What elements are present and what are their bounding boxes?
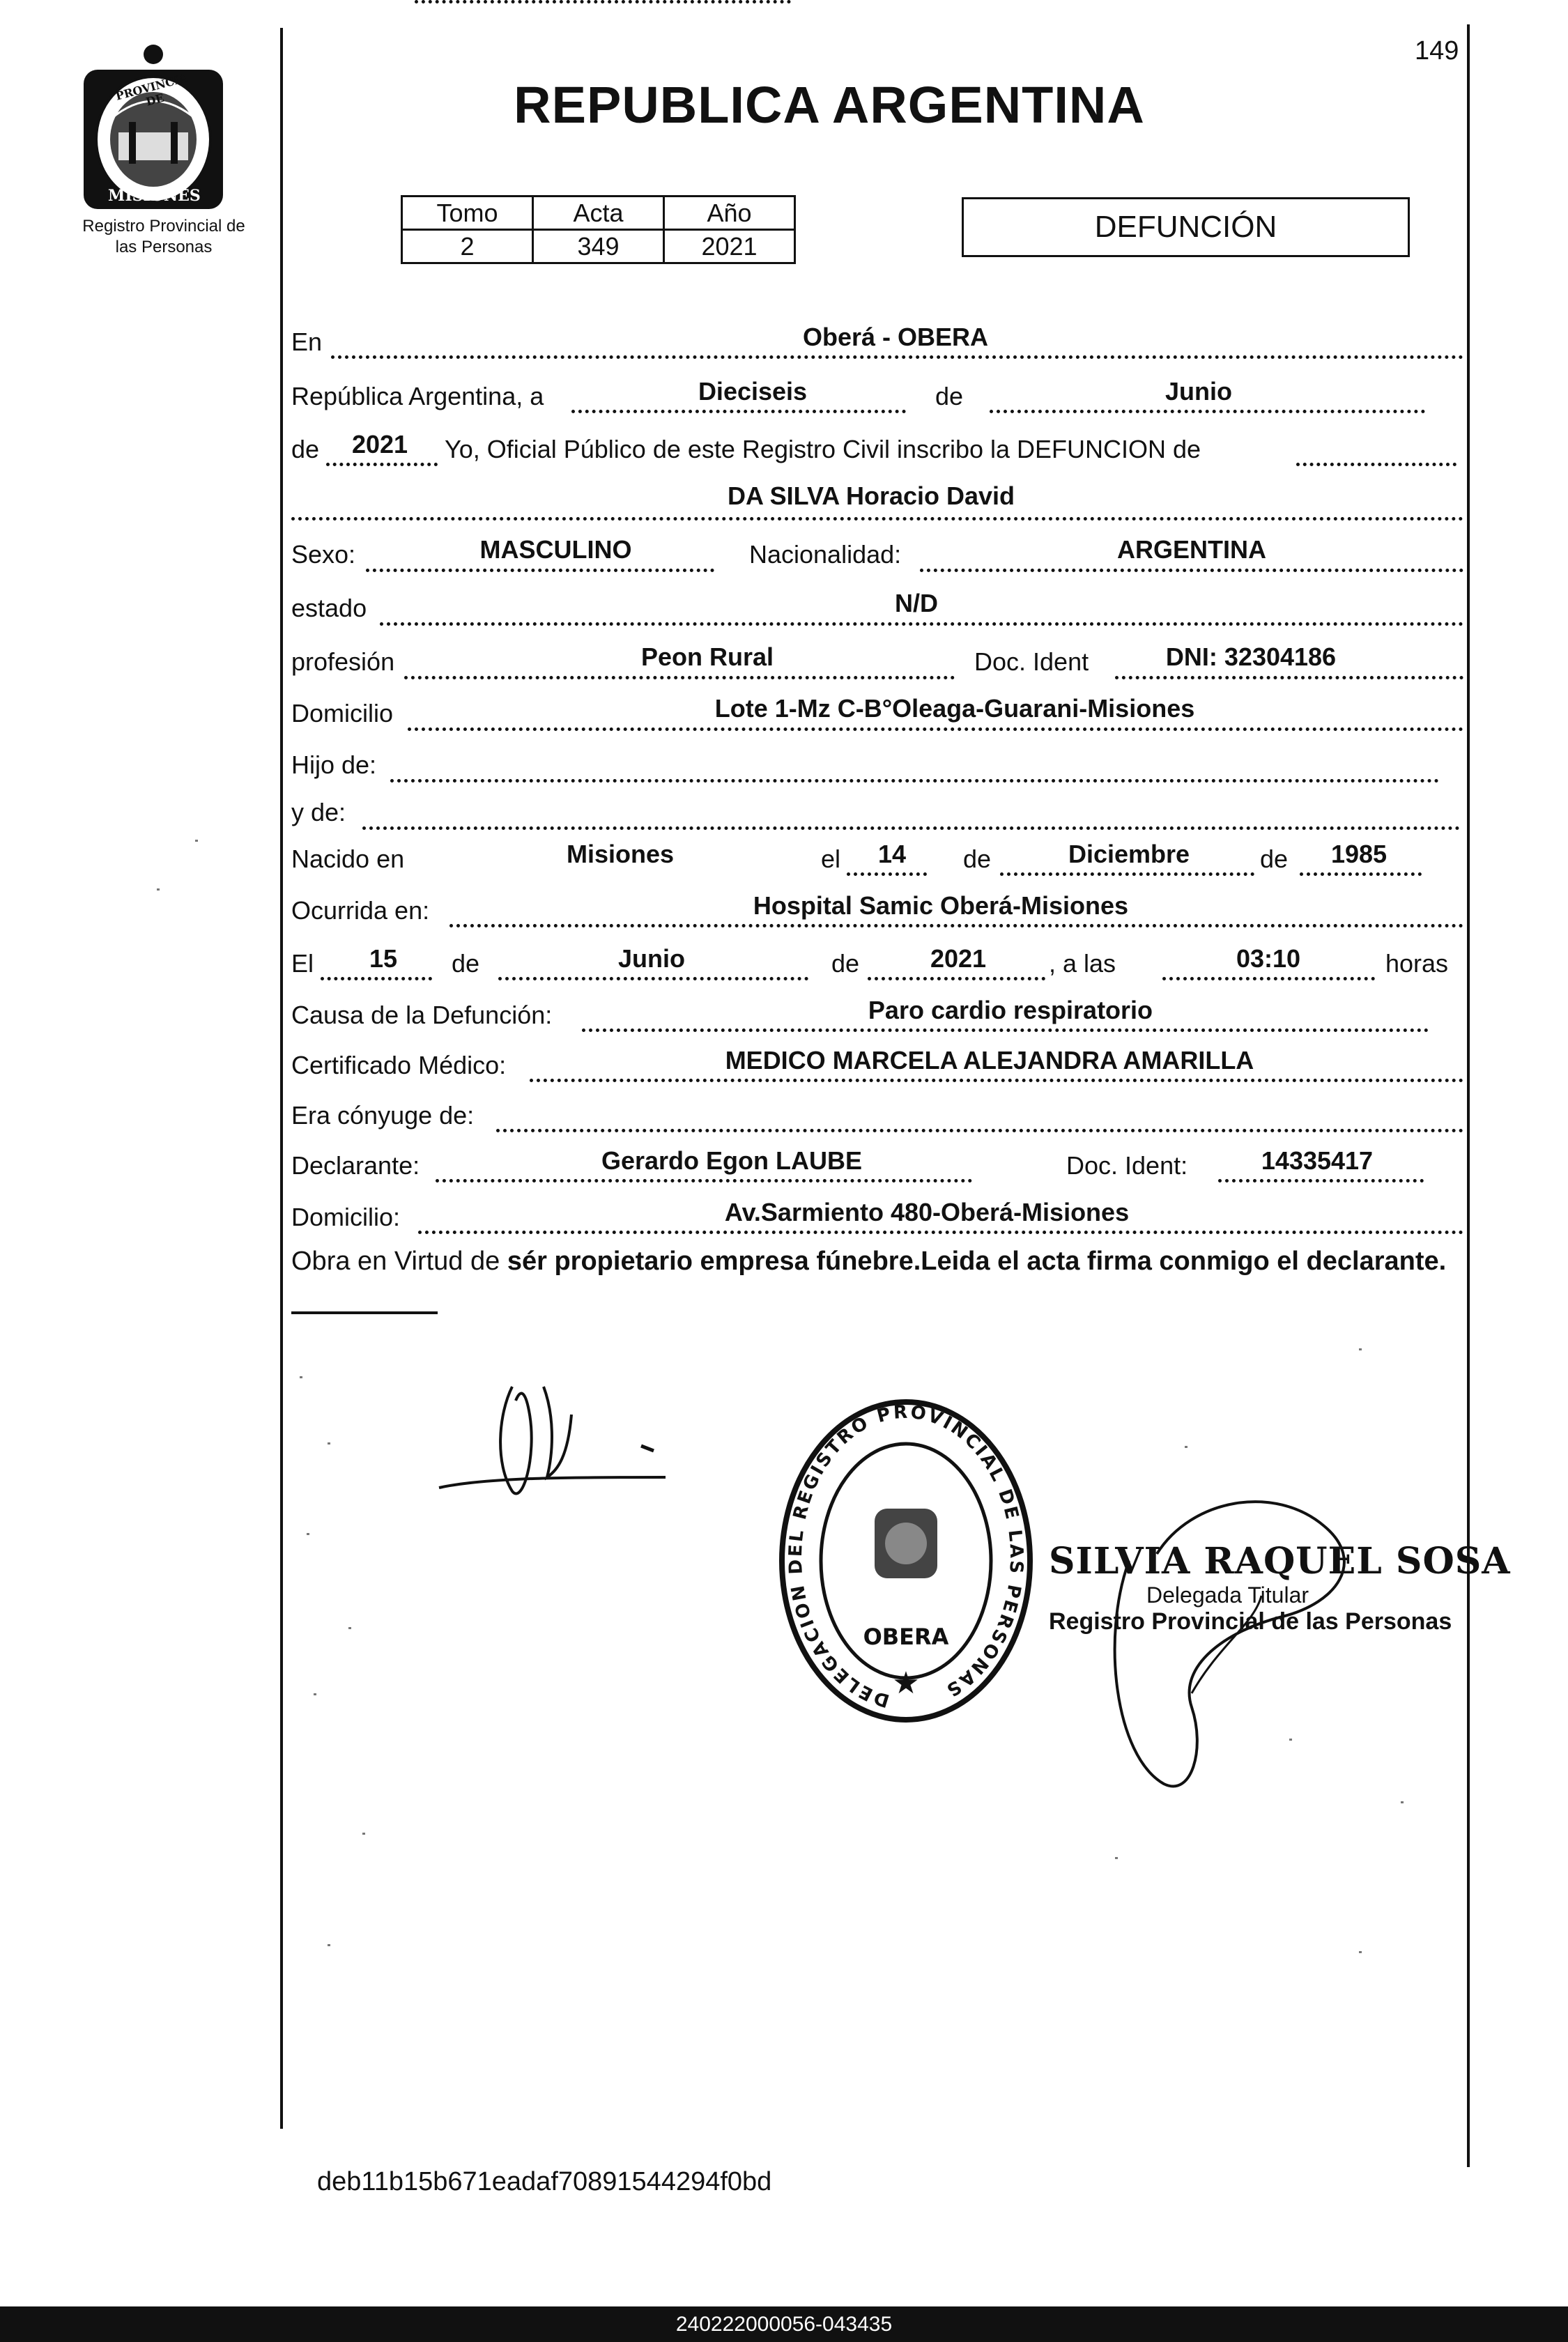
declarante-underline [291,1311,438,1314]
el2-label: El [291,949,314,978]
scan-speck [1359,1951,1362,1953]
registrar-name: SILVIA RAQUEL SOSA [1049,1540,1511,1582]
birth-year-dotted-line [1300,872,1422,876]
de-label5: de [831,949,860,978]
record-table-header-row [402,197,795,230]
logo-caption [59,216,268,258]
scan-speck [1401,1801,1404,1803]
yde-dotted-line [362,826,1460,830]
profesion-value: Peon Rural [640,642,774,671]
doc-ident-value: DNI: 32304186 [1165,642,1337,671]
obra-bold-text: sér propietario empresa fúnebre.Leida el acta firma conmigo el declarante. [507,1247,1447,1276]
nacido-value: Misiones [566,840,675,868]
ocurrida-label: Ocurrida en: [291,896,430,925]
scan-speck [1185,1446,1187,1448]
year-dotted-line [326,463,438,466]
certificado-dotted-line [530,1079,1463,1082]
seal-star-icon: ★ [892,1665,920,1701]
seal-ring-text: DELEGACION DEL REGISTRO PROVINCIAL DE LAS PERSONAS [785,1401,1027,1711]
birth-day: 14 [877,840,907,868]
scan-speck [1359,1348,1362,1350]
de-label2: de [963,845,992,873]
doc-ident-label: Doc. Ident [974,647,1089,676]
death-time-dotted-line [1162,977,1375,980]
death-year: 2021 [930,944,987,973]
declarante-value: Gerardo Egon LAUBE [601,1146,863,1175]
ocurrida-value: Hospital Samic Oberá-Misiones [753,891,1129,920]
page-number: 149 [1415,36,1459,66]
doc2-value: 14335417 [1261,1146,1374,1175]
scan-speck [328,1944,330,1946]
en-label: En [291,328,323,356]
conyuge-label: Era cónyuge de: [291,1101,475,1130]
footer-id-bar: 240222000056-043435 [0,2306,1568,2342]
profesion-dotted-line [404,676,955,679]
hijo-dotted-line [390,779,1439,783]
hijo-label: Hijo de: [291,750,377,779]
nacionalidad-value: ARGENTINA [1117,535,1266,564]
scan-speck [362,1833,365,1835]
logo-bottom-text: MISIONES [108,187,201,205]
causa-dotted-line [582,1029,1429,1032]
domicilio-value: Lote 1-Mz C-B°Oleaga-Guarani-Misiones [714,694,1195,723]
record-table [401,195,796,264]
nacido-label: Nacido en [291,845,405,873]
sexo-label: Sexo: [291,540,356,569]
declarante-label: Declarante: [291,1151,420,1180]
registrar-stamp [1049,1540,1511,1635]
republica-label: República Argentina, a [291,382,544,410]
birth-day-dotted-line [847,872,927,876]
scan-speck [314,1693,316,1695]
birth-month-dotted-line [1000,872,1254,876]
scan-speck [1115,1857,1118,1859]
name-dotted-line [291,517,1463,521]
de-label: de [935,382,964,410]
logo-top-text: PROVINCIA DE [114,70,190,109]
el-label: el [821,845,841,873]
scan-speck [300,1376,302,1378]
horas-label: horas [1385,949,1449,978]
domicilio2-label: Domicilio: [291,1203,401,1231]
certificado-label: Certificado Médico: [291,1051,507,1079]
document-type-box: DEFUNCIÓN [962,197,1410,257]
doc2-label: Doc. Ident: [1066,1151,1188,1180]
yde-label: y de: [291,798,346,826]
estado-label: estado [291,594,367,622]
official-seal [777,1397,1035,1728]
domicilio-dotted-line [408,727,1463,731]
causa-label: Causa de la Defunción: [291,1001,553,1029]
declarant-signature [432,1373,683,1512]
nacido-dotted-line [415,0,791,3]
deceased-name: DA SILVA Horacio David [727,482,1015,510]
birth-month: Diciembre [1068,840,1190,868]
alas-label: , a las [1049,949,1116,978]
declarante-dotted-line [436,1179,972,1182]
document-hash: deb11b15b671eadaf70891544294f0bd [317,2167,772,2196]
domicilio2-value: Av.Sarmiento 480-Oberá-Misiones [724,1198,1130,1226]
sexo-value: MASCULINO [479,535,632,564]
record-value-ano: 2021 [664,230,795,263]
sexo-dotted-line [366,569,714,572]
record-header-tomo: Tomo [402,197,533,230]
registrar-title: Delegada Titular [1146,1582,1309,1608]
registrar-office: Registro Provincial de las Personas [1049,1608,1452,1635]
en-dotted-line [331,355,1463,359]
year-prefix-label: de [291,435,320,463]
page-title: REPUBLICA ARGENTINA [514,76,1145,134]
day-dotted-line [571,410,906,413]
profesion-label: profesión [291,647,395,676]
logo-caption-line1: Registro Provincial de [82,217,245,236]
doc-ident-dotted-line [1115,676,1463,679]
month-value: Junio [1165,377,1232,406]
scan-speck [1289,1739,1292,1741]
domicilio-label: Domicilio [291,699,394,727]
scan-speck [195,840,198,842]
nacionalidad-label: Nacionalidad: [749,540,902,569]
birth-year: 1985 [1330,840,1388,868]
yo-text: Yo, Oficial Público de este Registro Civil inscribo la DEFUNCION de [445,435,1201,463]
death-time: 03:10 [1236,944,1301,973]
death-day: 15 [369,944,398,973]
record-table-value-row [402,230,795,263]
de-label3: de [1260,845,1289,873]
en-value: Oberá - OBERA [802,323,989,351]
left-margin-line [280,28,283,2129]
right-margin-line [1467,24,1470,2167]
estado-dotted-line [380,622,1463,626]
registrar-signature [1087,1456,1380,1819]
nacionalidad-dotted-line [920,569,1463,572]
certificado-value: MEDICO MARCELA ALEJANDRA AMARILLA [725,1046,1254,1074]
province-logo [70,42,237,216]
death-month: Junio [618,944,685,973]
record-value-tomo: 2 [402,230,533,263]
death-day-dotted-line [321,977,432,980]
scan-speck [328,1442,330,1445]
ocurrida-dotted-line [449,924,1463,927]
logo-caption-line2: las Personas [115,238,213,256]
de-label4: de [452,949,480,978]
scan-speck [157,888,160,891]
seal-city: OBERA [863,1624,949,1650]
yo-dotted-line [1296,463,1456,466]
domicilio2-dotted-line [418,1231,1463,1234]
record-header-acta: Acta [533,197,664,230]
record-header-ano: Año [664,197,795,230]
causa-value: Paro cardio respiratorio [868,996,1153,1024]
death-year-dotted-line [868,977,1045,980]
death-month-dotted-line [498,977,808,980]
obra-prefix: Obra en Virtud de [291,1247,500,1276]
estado-value: N/D [895,589,938,617]
month-dotted-line [990,410,1425,413]
scan-speck [307,1533,309,1535]
doc2-dotted-line [1218,1179,1424,1182]
conyuge-dotted-line [496,1129,1463,1132]
record-value-acta: 349 [533,230,664,263]
obra-paragraph [291,1244,1462,1279]
day-words: Dieciseis [698,377,808,406]
year-value: 2021 [351,430,408,459]
scan-speck [348,1627,351,1629]
